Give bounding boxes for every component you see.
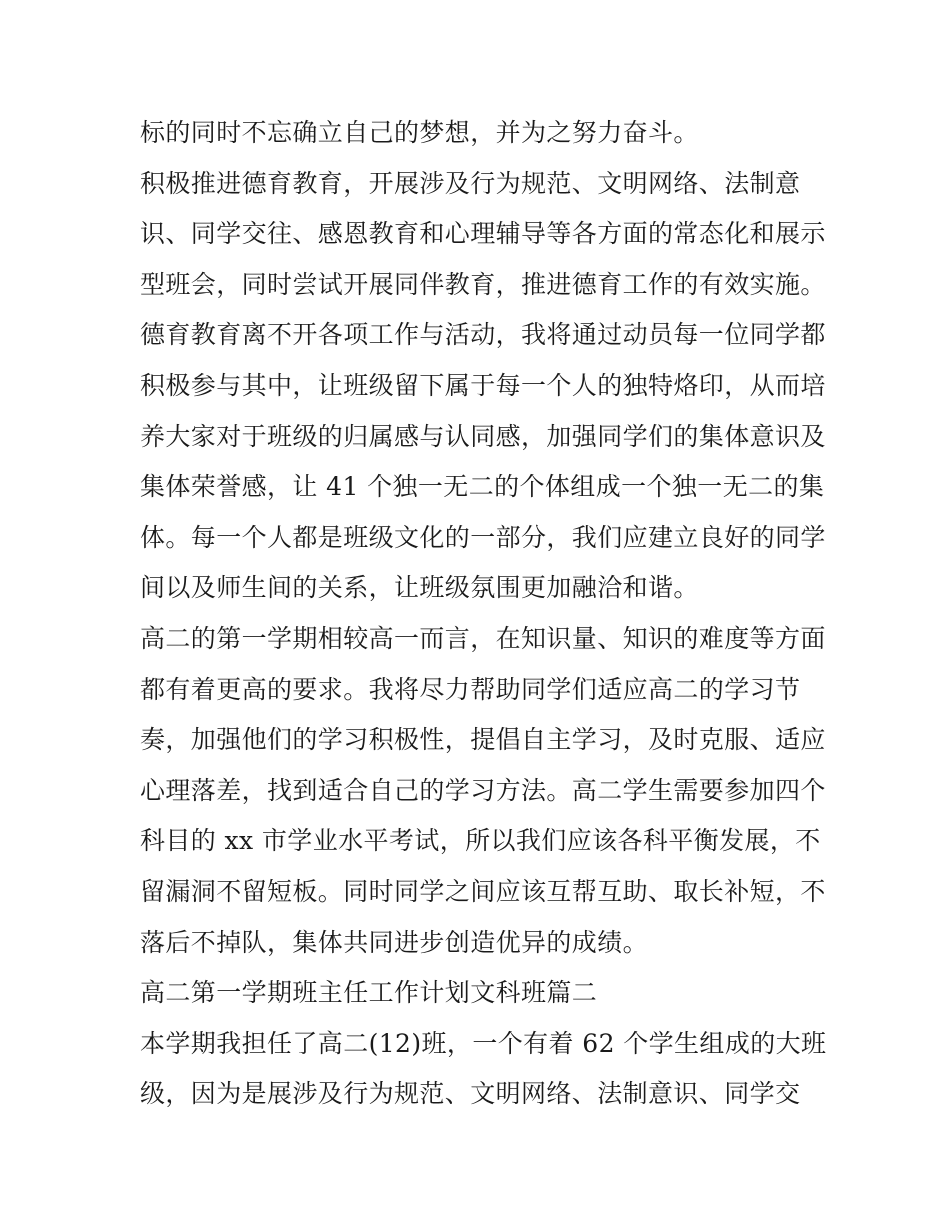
document-body — [140, 108, 827, 1120]
text-line: 级，因为是展涉及行为规范、文明网络、法制意识、同学交 — [140, 1079, 801, 1109]
text-line: 落后不掉队，集体共同进步创造优异的成绩。 — [140, 927, 649, 957]
text-line: 养大家对于班级的归属感与认同感，加强同学们的集体意识及 — [140, 421, 826, 451]
text-line: 心理落差，找到适合自己的学习方法。高二学生需要参加四个 — [140, 775, 826, 805]
text-line: 留漏洞不留短板。同时同学之间应该互帮互助、取长补短，不 — [140, 876, 826, 906]
section-heading: 高二第一学期班主任工作计划文科班篇二 — [140, 978, 598, 1008]
text-line: 都有着更高的要求。我将尽力帮助同学们适应高二的学习节 — [140, 674, 801, 704]
text-line: 奏，加强他们的学习积极性，提倡自主学习，及时克服、适应 — [140, 725, 826, 755]
text-line: 本学期我担任了高二(12)班，一个有着 62 个学生组成的大班 — [140, 1028, 827, 1058]
text-line: 高二的第一学期相较高一而言，在知识量、知识的难度等方面 — [140, 623, 826, 653]
text-line: 科目的 xx 市学业水平考试，所以我们应该各科平衡发展，不 — [140, 826, 821, 856]
text-line: 识、同学交往、感恩教育和心理辅导等各方面的常态化和展示 — [140, 219, 826, 249]
text-line: 积极推进德育教育，开展涉及行为规范、文明网络、法制意 — [140, 168, 801, 198]
text-line: 标的同时不忘确立自己的梦想，并为之努力奋斗。 — [140, 118, 699, 147]
text-line: 集体荣誉感，让 41 个独一无二的个体组成一个独一无二的集 — [140, 472, 825, 502]
text-line: 体。每一个人都是班级文化的一部分，我们应建立良好的同学 — [140, 522, 826, 552]
text-line: 型班会，同时尝试开展同伴教育，推进德育工作的有效实施。 — [140, 269, 826, 299]
text-line: 积极参与其中，让班级留下属于每一个人的独特烙印，从而培 — [140, 370, 826, 400]
text-line: 间以及师生间的关系，让班级氛围更加融洽和谐。 — [140, 573, 699, 603]
text-line: 德育教育离不开各项工作与活动，我将通过动员每一位同学都 — [140, 320, 826, 350]
